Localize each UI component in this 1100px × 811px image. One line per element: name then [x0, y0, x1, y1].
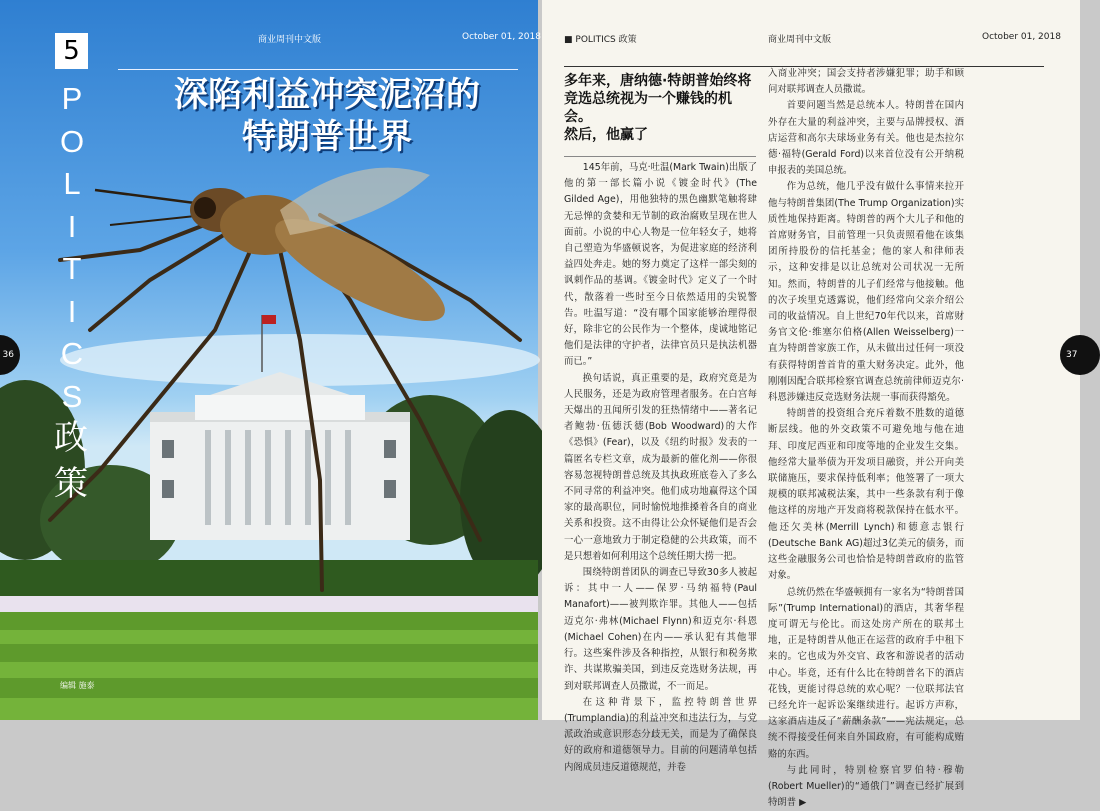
issue-date: October 01, 2018 — [982, 32, 1061, 42]
brand-label: 商业周刊中文版 — [768, 35, 832, 45]
section-label-text: POLITICS 政策 — [575, 35, 637, 45]
section-letter: S — [61, 378, 83, 414]
section-vertical-cn — [49, 415, 93, 507]
pull-quote-line: 多年来，唐纳德·特朗普始终将 — [564, 73, 752, 89]
headline-line: 特朗普世界 — [242, 117, 412, 157]
article-paragraph: 围绕特朗普团队的调查已导致30多人被起诉：其中一人——保罗·马纳福特(Paul Manafort)——被判欺诈罪。其他人——包括迈克尔·弗林(Michael Flynn)和迈克尔·科恩(Michael Cohen)在内——承认犯有其他罪行。这些案件涉及各种指控，从银行和税务欺诈、共谋欺骗美国，到违反竞选财务法规，再到对联邦调查人员撒谎，不一而足。 — [564, 567, 757, 692]
editor-credit: 编辑 施泰 — [60, 681, 95, 690]
flower-bed — [0, 596, 538, 614]
article-paragraph: 换句话说，真正重要的是，政府究竟是为人民服务，还是为政府管理者服务。在白宫每天爆出的丑闻所引发的狂热情绪中——著名记者鲍勃·伍德沃德(Bob Woodward)的大作《恐惧》(Fear)，以及《纽约时报》发表的一篇匿名专栏文章，成为最新的催化剂——你很容易忽视特朗普总统及其执政班底卷入了多么不同寻常的利益冲突。他们成功地赢得这个国家的最高职位，同时愉悦地推搡着各自的商业关系和投资。这不由得让公众怀疑他们是否会一心一意地致力于制定稳健的公共政策，而不是只想着如何利用这个总统任期大捞一把。 — [564, 372, 757, 562]
headline-line: 深陷利益冲突泥沼的 — [174, 75, 480, 115]
section-vertical-en — [57, 78, 87, 418]
article-paragraph: 总统仍然在华盛顿拥有一家名为“特朗普国际”(Trump International)的酒店，其奢华程度可谓无与伦比。而这处房产所在的联邦土地，正是特朗普从他正在运营的政府手中租下来的。它也成为外交官、政客和游说者的活动中心。毕竟，还有什么比在特朗普名下的酒店花钱，更能讨得总统的欢心呢？一位联邦法官已经允许一起诉讼案继续进行。起诉方声称，这家酒店违反了“薪酬条款”——宪法规定，总统不得接受任何来自外国政府，有可能构成贿赂的东西。 — [768, 586, 964, 760]
section-label — [564, 32, 637, 45]
header-rule — [118, 69, 518, 70]
right-page — [542, 0, 1080, 809]
section-square-icon: ■ — [564, 35, 573, 45]
article-paragraph: 首要问题当然是总统本人。特朗普在国内外存在大量的利益冲突，主要与品牌授权、酒店运营和高尔夫球场业务有关。他也是杰拉尔德·福特(Gerald Ford)以来首位没有公开纳税申报表的美国总统。 — [768, 100, 964, 177]
hedge — [0, 560, 538, 600]
article-paragraph: 与此同时，特别检察官罗伯特·穆勒(Robert Mueller)的“通俄门”调查已经扩展到特朗普 ▶ — [768, 764, 964, 809]
section-letter: L — [63, 166, 81, 201]
article-paragraph: 入商业冲突；国会支持者涉嫌犯罪；助手和顾问对联邦调查人员撒谎。 — [768, 68, 964, 96]
section-letter: I — [67, 293, 77, 329]
issue-number-box: 5 — [55, 33, 88, 69]
headline — [118, 74, 536, 158]
article-column-2 — [768, 66, 964, 809]
section-letter: P — [61, 81, 83, 116]
section-letter: C — [60, 336, 84, 371]
article-column-1 — [564, 160, 757, 773]
brand-label: 商业周刊中文版 — [258, 35, 322, 45]
left-page — [0, 0, 541, 720]
article-paragraph: 在这种背景下，监控特朗普世界(Trumplandia)的利益冲突和违法行为，与党派政治或意识形态分歧无关，而是为了确保良好的政府和道德领导力。目前的问题清单包括内阁成员违反道德规范，并卷 — [564, 696, 757, 773]
issue-date: October 01, 2018 — [462, 32, 541, 42]
pull-quote — [564, 72, 754, 144]
pull-quote-line: 竞选总统视为一个赚钱的机会。 — [564, 91, 732, 125]
article-paragraph: 145年前，马克·吐温(Mark Twain)出版了他的第一部长篇小说《镀金时代》(The Gilded Age)，用他独特的黑色幽默笔触将肆无忌惮的贪婪和无节制的政治腐败呈现在世人面前。小说的中心人物是一位年轻女子，她将自己塑造为华盛顿说客，为促进家庭的经济利益四处奔走。她的努力奠定了这样一部尖刻的讽刺作品的基调。《镀金时代》定义了一个时代，散落着一些时至今日依然适用的尖锐警告。吐温写道：“没有哪个国家能够治理得很好，除非它的公民作为一个整体，虔诚地铭记他们是法律的守护者，法律官员只是执法机器而已。” — [564, 162, 757, 368]
section-letter: I — [67, 208, 77, 244]
section-char: 政 — [54, 418, 88, 458]
article-paragraph: 作为总统，他几乎没有做什么事情来拉开他与特朗普集团(The Trump Organization)实质性地保持距离。特朗普的两个大儿子和他的首席财务官，目前管理一只负责照看他在该集团所持股份的信托基金；他的家人和律师表示，这种安排是以让总统对公司状况一无所知。然而，特朗普的儿子们经常与他接触。他的次子埃里克透露说，他们经常向父亲介绍公司的收益情况。自上世纪70年代以来，首席财务官文伦·维塞尔伯格(Allen Weisselberg)一直为特朗普家族工作，从未做出过任何一项没有获得特朗普首肯的重大财务决定。此外，他刚刚因配合联邦检察官调查总统前律师迈克尔·科恩涉嫌违反竞选财务法规一事而获得豁免。 — [768, 181, 964, 404]
pull-quote-line: 然后，他赢了 — [564, 127, 648, 143]
page-number-left: 36 — [0, 335, 20, 375]
section-letter: T — [62, 251, 82, 286]
page-number-right: 37 — [1060, 335, 1100, 375]
lawn-stripes — [0, 630, 538, 720]
section-letter: O — [59, 123, 85, 159]
pull-quote-rule — [564, 156, 756, 157]
section-char: 策 — [54, 464, 88, 504]
article-paragraph: 特朗普的投资组合充斥着数不胜数的道德断层线。他的外交政策不可避免地与他在迪拜、印度尼西亚和印度等地的企业发生交集。他经常大量举债为开发项目融资，并公开向美联储施压，要求保持低利率；他签署了一项大规模的联邦减税法案，其中一些条款有利于像他这样的房地产开发商将税款保持在低水平。他还欠美林(Merrill Lynch)和德意志银行(Deutsche Bank AG)超过3亿美元的债务，而这些金融服务公司也恰恰是特朗普政府的监管对象。 — [768, 408, 964, 582]
